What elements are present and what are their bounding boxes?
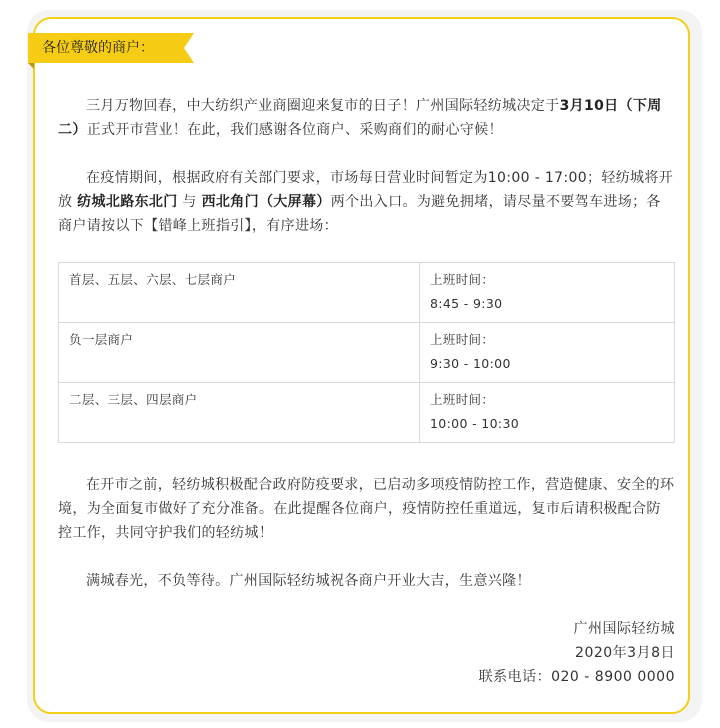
p2-text: 在疫情期间，根据政府有关部门要求，市场每日营业时间暂定为10:00 - 17:00；轻纺城将开放 bbox=[58, 170, 674, 210]
paragraph-opening bbox=[58, 94, 675, 142]
p2-gate-north: 纺城北路东北门 bbox=[77, 194, 178, 210]
p2-text-end: 两个出入口。为避免拥堵，请尽量不要驾车进场；各商户请按以下【错峰上班指引】，有序进场： bbox=[58, 194, 661, 234]
signature-org: 广州国际轻纺城 bbox=[573, 621, 675, 637]
time-cell bbox=[420, 383, 675, 443]
signature-contact: 联系电话：020 - 8900 0000 bbox=[478, 669, 675, 685]
time-label: 上班时间： bbox=[430, 272, 495, 287]
table-row bbox=[59, 383, 675, 443]
time-label: 上班时间： bbox=[430, 392, 495, 407]
paragraph-blessing: 满城春光，不负等待。广州国际轻纺城祝各商户开业大吉，生意兴隆！ bbox=[86, 573, 531, 589]
time-value: 9:30 - 10:00 bbox=[430, 356, 511, 371]
time-cell bbox=[420, 323, 675, 383]
signature-block bbox=[58, 617, 675, 689]
p2-gate-northwest: 西北角门（大屏幕） bbox=[201, 194, 331, 210]
notice-content bbox=[58, 94, 675, 689]
floors-cell: 首层、五层、六层、七层商户 bbox=[59, 263, 420, 323]
time-value: 10:00 - 10:30 bbox=[430, 416, 520, 431]
table-row bbox=[59, 323, 675, 383]
time-value: 8:45 - 9:30 bbox=[430, 296, 503, 311]
schedule-table bbox=[58, 262, 675, 443]
time-cell bbox=[420, 263, 675, 323]
p1-text-end: 正式开市营业！在此，我们感谢各位商户、采购商们的耐心守候！ bbox=[86, 122, 503, 138]
ribbon-fold bbox=[28, 63, 34, 69]
p1-text: 三月万物回春，中大纺织产业商圈迎来复市的日子！广州国际轻纺城决定于 bbox=[86, 98, 560, 114]
paragraph-hours bbox=[58, 166, 675, 238]
time-label: 上班时间： bbox=[430, 332, 495, 347]
p1-date: 3月10日（下周二） bbox=[58, 98, 662, 138]
table-row bbox=[59, 263, 675, 323]
signature-date: 2020年3月8日 bbox=[575, 645, 675, 661]
floors-cell: 二层、三层、四层商户 bbox=[59, 383, 420, 443]
paragraph-prevention: 在开市之前，轻纺城积极配合政府防疫要求，已启动多项疫情防控工作，营造健康、安全的环境，为全面复市做好了充分准备。在此提醒各位商户，疫情防控任重道远，复市后请积极配合防控工作，共同守护我们的轻纺城！ bbox=[58, 477, 675, 541]
p2-connector: 与 bbox=[177, 194, 202, 210]
floors-cell: 负一层商户 bbox=[59, 323, 420, 383]
ribbon-label: 各位尊敬的商户： bbox=[42, 40, 154, 56]
